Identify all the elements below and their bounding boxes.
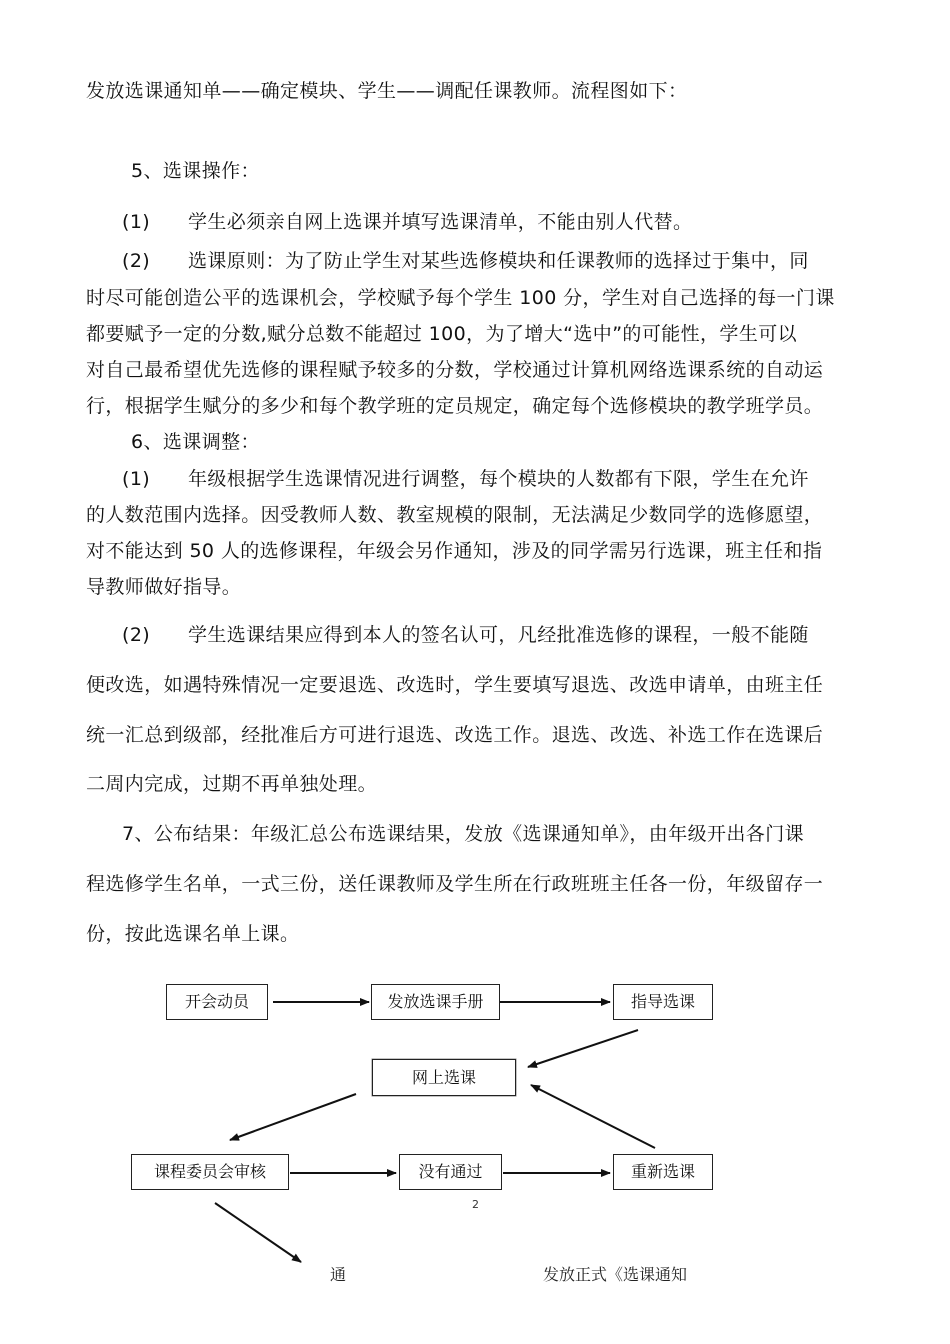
s5-item-2-number: (2): [122, 250, 151, 272]
s7-line-2: 程选修学生名单，一式三份，送任课教师及学生所在行政班班主任各一份，年级留存一: [86, 873, 824, 895]
flow-box-shouce: 发放选课手册: [371, 984, 500, 1020]
s5-item-1-text: 学生必须亲自网上选课并填写选课清单，不能由别人代替。: [188, 211, 693, 233]
flow-box-chongxin: 重新选课: [613, 1154, 713, 1190]
section-6-title: 6、选课调整：: [131, 431, 260, 453]
s5-item-2-line-3: 都要赋予一定的分数,赋分总数不能超过 100，为了增大“选中”的可能性，学生可以: [86, 323, 798, 345]
s5-item-2-line-4: 对自己最希望优先选修的课程赋予较多的分数，学校通过计算机网络选课系统的自动运: [86, 359, 824, 381]
s6-item-1-text: 年级根据学生选课情况进行调整，每个模块的人数都有下限，学生在允许: [188, 468, 809, 490]
s6-item-1-line-2: 的人数范围内选择。因受教师人数、教室规模的限制，无法满足少数同学的选修愿望，: [86, 504, 824, 526]
s6-item-2-line-4: 二周内完成，过期不再单独处理。: [86, 773, 378, 795]
arrow-wangshang-to-shenhe: [230, 1094, 356, 1140]
flow-box-meiyou: 没有通过: [399, 1154, 502, 1190]
arrow-zhidao-to-wangshang: [528, 1030, 638, 1067]
s5-item-2-text: 选课原则：为了防止学生对某些选修模块和任课教师的选择过于集中，同: [188, 250, 809, 272]
arrow-chongxin-to-wangshang: [531, 1085, 655, 1148]
s6-item-2-number: (2): [122, 624, 151, 646]
flow-text-cut-left: 通: [330, 1265, 347, 1284]
s6-item-1-line-3: 对不能达到 50 人的选修课程，年级会另作通知，涉及的同学需另行选课，班主任和指: [86, 540, 823, 562]
flow-box-shenhe: 课程委员会审核: [131, 1154, 289, 1190]
s5-item-2-line-2: 时尽可能创造公平的选课机会，学校赋予每个学生 100 分，学生对自己选择的每一门课: [86, 287, 835, 309]
s6-item-1-number: (1): [122, 468, 151, 490]
s7-line-3: 份，按此选课名单上课。: [86, 923, 300, 945]
intro-line: 发放选课通知单——确定模块、学生——调配任课教师。流程图如下：: [86, 80, 688, 102]
arrow-shenhe-to-next: [215, 1203, 301, 1262]
s6-item-2-line-2: 便改选，如遇特殊情况一定要退选、改选时，学生要填写退选、改选申请单，由班主任: [86, 674, 824, 696]
s7-line-1: 7、公布结果：年级汇总公布选课结果，发放《选课通知单》，由年级开出各门课: [122, 823, 804, 845]
section-5-title: 5、选课操作：: [131, 160, 260, 182]
s5-item-1-number: (1): [122, 211, 151, 233]
s6-item-2-line-3: 统一汇总到级部，经批准后方可进行退选、改选工作。退选、改选、补选工作在选课后: [86, 724, 824, 746]
flow-box-wangshang: 网上选课: [372, 1059, 516, 1096]
flow-text-cut-right: 发放正式《选课通知: [543, 1265, 688, 1284]
s5-item-2-line-5: 行，根据学生赋分的多少和每个教学班的定员规定，确定每个选修模块的教学班学员。: [86, 395, 824, 417]
flow-box-kaihui: 开会动员: [166, 984, 268, 1020]
page-number: 2: [472, 1198, 479, 1211]
s6-item-1-line-4: 导教师做好指导。: [86, 576, 242, 598]
flow-box-zhidao: 指导选课: [613, 984, 713, 1020]
s6-item-2-text: 学生选课结果应得到本人的签名认可，凡经批准选修的课程，一般不能随: [188, 624, 809, 646]
